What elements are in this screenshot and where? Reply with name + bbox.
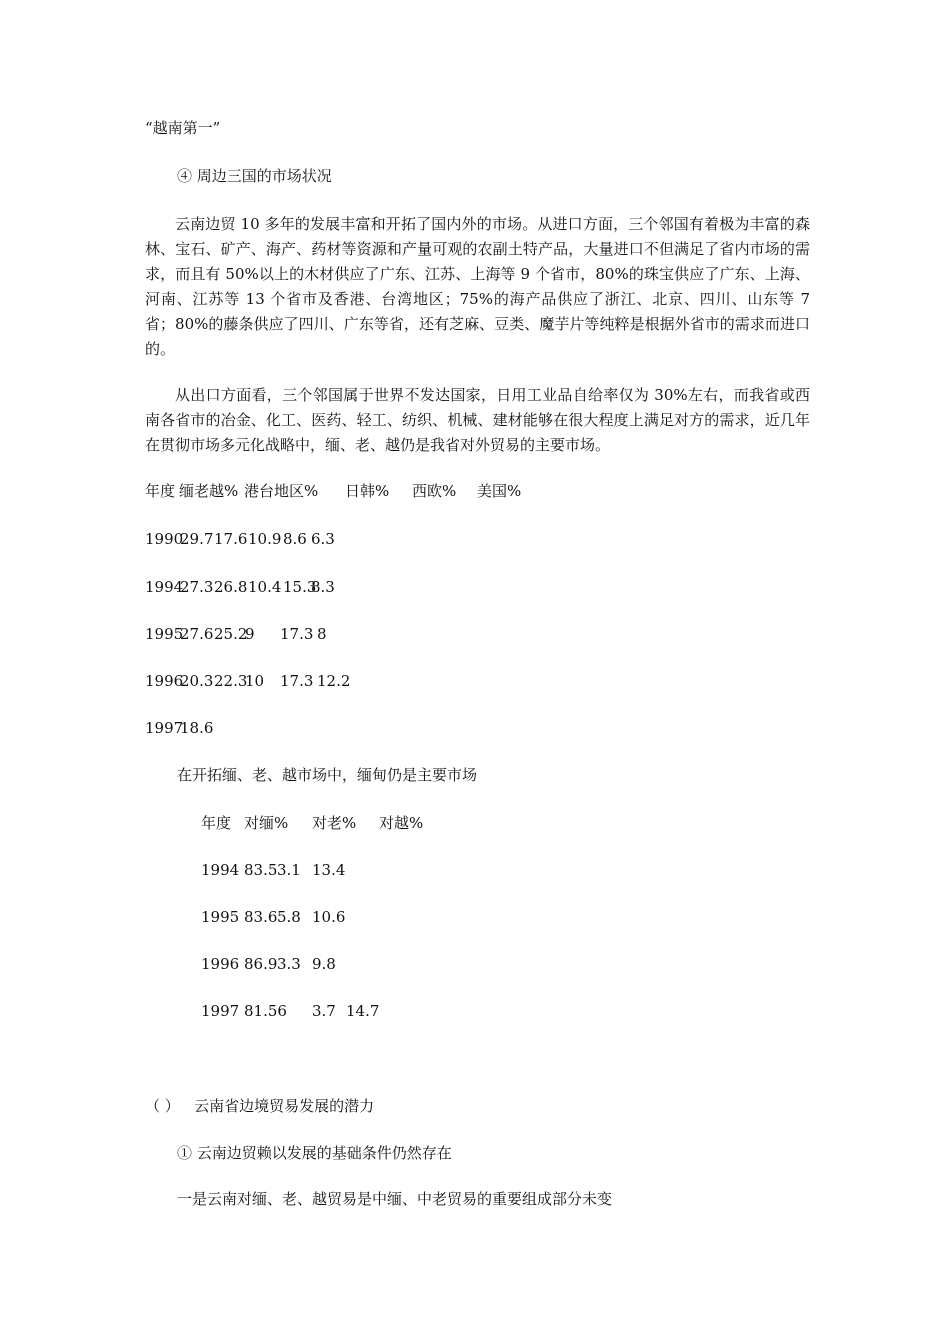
table-cell: 3.3 xyxy=(277,955,301,973)
table-cell: 15.3 xyxy=(283,578,317,596)
table-cell: 6.3 xyxy=(311,530,335,548)
table-cell-year: 1995 xyxy=(145,625,184,643)
table-header-cell: 港台地区% xyxy=(244,482,319,500)
table-header-cell: 日韩% xyxy=(345,482,390,500)
table2-intro: 在开拓缅、老、越市场中，缅甸仍是主要市场 xyxy=(177,766,478,784)
paragraph-export: 从出口方面看，三个邻国属于世界不发达国家，日用工业品自给率仅为 30%左右，而我省或西南各省市的冶金、化工、医药、轻工、纺织、机械、建材能够在很大程度上满足对方的需求，近几年在贯彻市场多元化战略中，缅、老、越仍是我省对外贸易的主要市场。 xyxy=(145,386,810,454)
table-header-cell: 西欧% xyxy=(412,482,457,500)
table-cell: 17.3 xyxy=(280,625,314,643)
table-cell-year: 1994 xyxy=(201,861,240,879)
table-cell: 3.1 xyxy=(277,861,301,879)
table-cell-year: 1996 xyxy=(145,672,184,690)
table-row xyxy=(145,671,645,691)
table-cell-year: 1996 xyxy=(201,955,240,973)
table-cell: 86.9 xyxy=(244,955,278,973)
table-row xyxy=(145,718,645,738)
table-cell-year: 1997 xyxy=(201,1002,240,1020)
table-row xyxy=(145,529,645,549)
table-header-cell: 年度 xyxy=(145,482,176,500)
table-cell: 3.7 xyxy=(312,1002,336,1020)
section4-heading: ④ 周边三国的市场状况 xyxy=(177,167,332,185)
opening-quote-line: “越南第一” xyxy=(145,119,221,137)
table-cell-year: 1990 xyxy=(145,530,184,548)
table-cell: 13.4 xyxy=(312,861,346,879)
table-cell-year: 1995 xyxy=(201,908,240,926)
table-row xyxy=(201,1001,501,1021)
table-header-cell: 对缅% xyxy=(244,814,289,832)
table-cell: 10.9 xyxy=(248,530,282,548)
table-row xyxy=(145,624,645,644)
table-cell: 9.8 xyxy=(312,955,336,973)
table-row xyxy=(201,907,501,927)
table-cell: 8 xyxy=(317,625,327,643)
subsection1-line1: 一是云南对缅、老、越贸易是中缅、中老贸易的重要组成部分未变 xyxy=(177,1190,613,1208)
table-cell: 10 xyxy=(245,672,265,690)
table-cell: 26.8 xyxy=(214,578,248,596)
table-cell: 25.2 xyxy=(214,625,248,643)
table-cell-year: 1994 xyxy=(145,578,184,596)
table-header-cell: 对越% xyxy=(379,814,424,832)
table-cell: 5.8 xyxy=(277,908,301,926)
table-cell-year: 1997 xyxy=(145,719,184,737)
table-header-cell: 对老% xyxy=(312,814,357,832)
subsection1-heading: ① 云南边贸赖以发展的基础条件仍然存在 xyxy=(177,1144,452,1162)
table-cell: 27.6 xyxy=(180,625,214,643)
table-cell: 14.7 xyxy=(346,1002,380,1020)
table-cell: 17.6 xyxy=(214,530,248,548)
table-header-cell: 美国% xyxy=(477,482,522,500)
table-cell: 8.6 xyxy=(283,530,307,548)
table-cell: 9 xyxy=(245,625,255,643)
table-cell: 81.56 xyxy=(244,1002,287,1020)
table-header-row xyxy=(201,813,501,833)
section-heading-potential: （ ） 云南省边境贸易发展的潜力 xyxy=(145,1097,375,1115)
table-row xyxy=(201,860,501,880)
table-cell: 20.3 xyxy=(180,672,214,690)
table-cell: 8.3 xyxy=(311,578,335,596)
table-cell: 29.7 xyxy=(180,530,214,548)
table-cell: 83.6 xyxy=(244,908,278,926)
table-cell: 12.2 xyxy=(317,672,351,690)
table-header-row xyxy=(145,481,645,501)
table-header-cell: 年度 xyxy=(201,814,232,832)
table-cell: 17.3 xyxy=(280,672,314,690)
table-cell: 10.4 xyxy=(248,578,282,596)
table-row xyxy=(145,577,645,597)
table-cell: 27.3 xyxy=(180,578,214,596)
paragraph-import: 云南边贸 10 多年的发展丰富和开拓了国内外的市场。从进口方面，三个邻国有着极为丰富的森林、宝石、矿产、海产、药材等资源和产量可观的农副土特产品，大量进口不但满足了省内市场的需求，而且有 50%以上的木材供应了广东、江苏、上海等 9 个省市，80%的珠宝供应了广东、上海、河南、江苏等 13 个省市及香港、台湾地区；75%的海产品供应了浙江、北京、四川、山东等 7 省；80%的藤条供应了四川、广东等省，还有芝麻、豆类、魔芋片等纯粹是根据外省市的需求而进口的。 xyxy=(145,215,810,358)
table-cell: 22.3 xyxy=(214,672,248,690)
table-cell: 10.6 xyxy=(312,908,346,926)
table-row xyxy=(201,954,501,974)
table-header-cell: 缅老越% xyxy=(179,482,239,500)
table-cell: 18.6 xyxy=(180,719,214,737)
table-cell: 83.5 xyxy=(244,861,278,879)
